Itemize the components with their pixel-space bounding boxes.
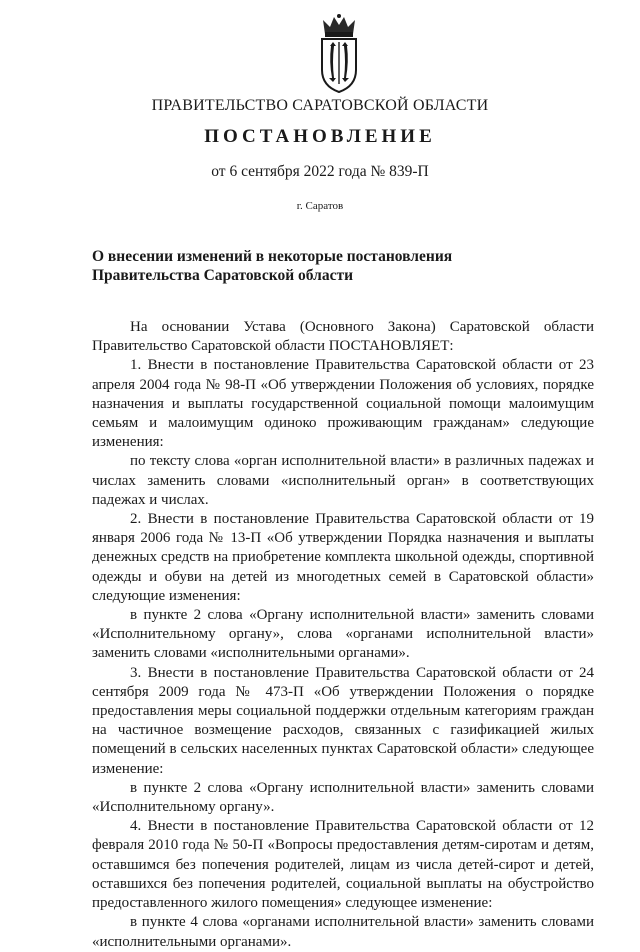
paragraph-item-1: 1. Внести в постановление Правительства Саратовской области от 23 апреля 2004 года № 98-П «Об утверждении Положения об условиях, порядке назначения и выплаты государственной социальной помощи малоимущим семьям и малоимущим одиноко проживающим гражданам» следующие изменения: [92,357,594,451]
heading-line-1: О внесении изменений в некоторые постановления [92,248,453,265]
document-city: г. Саратов [296,200,344,212]
government-name: ПРАВИТЕЛЬСТВО САРАТОВСКОЙ ОБЛАСТИ [151,97,489,114]
paragraph-item-2-change: в пункте 2 слова «Органу исполнительной власти» заменить словами «Исполнительному органу», слова «органами исполнительной власти» заменить словами «исполнительными органами». [92,607,594,662]
document-type: ПОСТАНОВЛЕНИЕ [204,126,436,147]
document-heading [92,247,532,285]
heading-line-2: Правительства Саратовской области [92,267,353,284]
paragraph-item-3: 3. Внести в постановление Правительства Саратовской области от 24 сентября 2009 года № 473-П «Об утверждении Положения о порядке предоставления меры социальной поддержки отдельным категориям граждан на частичное возмещение расходов, связанных с газификацией жилых помещений в сельских населенных пунктах Саратовской области» следующее изменение: [92,664,594,777]
paragraph-item-2: 2. Внести в постановление Правительства Саратовской области от 19 января 2006 года № 13-П «Об утверждении Порядка назначения и выплаты денежных средств на приобретение комплекта школьной одежды, спортивной одежды и обуви на детей из многодетных семей в Саратовской области» следующие изменения: [92,511,594,604]
paragraph-item-3-change: в пункте 2 слова «Органу исполнительной власти» заменить словами «Исполнительному органу». [92,779,594,816]
document-body [92,318,594,952]
paragraph-item-4: 4. Внести в постановление Правительства Саратовской области от 12 февраля 2010 года № 50-П «Вопросы предоставления детям-сиротам и детям, оставшимся без попечения родителей, лицам из числа детей-сирот и детей, оставшихся без попечения родителей, социальной выплаты на обустройство предоставленного жилого помещения» следующее изменение: [92,818,594,912]
paragraph-item-4-change: в пункте 4 слова «органами исполнительной власти» заменить словами «исполнительными органами». [92,914,594,950]
paragraph-preamble: На основании Устава (Основного Закона) Саратовской области Правительство Саратовской области ПОСТАНОВЛЯЕТ: [92,319,594,355]
paragraph-item-1-change: по тексту слова «орган исполнительной власти» в различных падежах и числах заменить словами «исполнительный орган» в соответствующих падежах и числах. [92,453,594,508]
document-date-number: от 6 сентября 2022 года № 839-П [211,163,429,180]
saratov-coat-of-arms-icon [317,12,361,94]
